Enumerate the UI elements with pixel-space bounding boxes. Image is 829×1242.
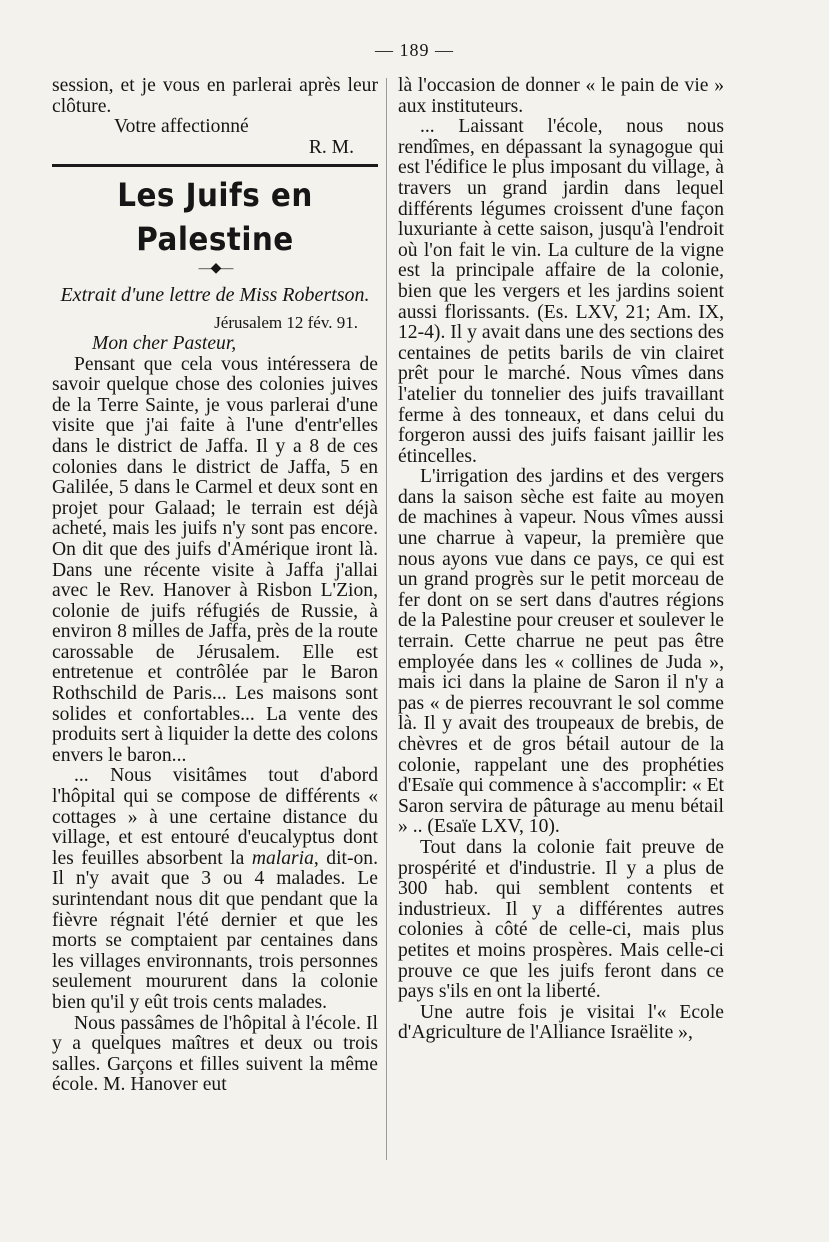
salutation: Mon cher Pasteur, — [92, 332, 237, 354]
letter-signature: R. M. — [308, 136, 354, 158]
section-divider — [52, 164, 378, 167]
text-run: ... Nous visitâmes tout d'abord l'hôpital qui se compose de différents « cottages » à une certaine distance du village, et est entouré d'eucalyptus dont les feuilles absorbent la — [52, 765, 378, 869]
paragraph: Nous passâmes de l'hôpital à l'école. Il y a quelques maîtres et deux ou trois salles. Garçons et filles suivent la même école. M. Hanover eut — [52, 1012, 378, 1096]
column-divider — [386, 78, 387, 1160]
left-column — [52, 76, 378, 1096]
paragraph: ... Laissant l'école, nous nous rendîmes, en dépassant la synagogue qui est l'édifice le plus imposant du village, à travers un grand jardin dans lequel différents légumes croissent d'une façon luxuriante à cette saison, jusqu'à l'endroit où l'on fait le vin. La culture de la vigne est la principale affaire de la colonie, bien que les vergers et les jardins soient aussi florissants. (Es. LXV, 21; Am. IX, 12-4). Il y avait dans une des sections des centaines de petits barils de vin clairet prêt pour le marché. Nous vîmes dans l'atelier du tonnelier des juifs travaillant ferme à des tonneaux, et dans celui du forgeron aussi des juifs faisant jaillir les étincelles. — [398, 116, 724, 467]
page-number: — 189 — — [375, 40, 454, 60]
title-ornament: —◆— — [198, 261, 232, 277]
right-column — [398, 76, 724, 1044]
italic-term: malaria — [251, 847, 314, 869]
article-title: Les Juifs en Palestine — [117, 176, 313, 259]
continued-paragraph: là l'occasion de donner « le pain de vie » aux instituteurs. — [398, 75, 724, 117]
paragraph: Tout dans la colonie fait preuve de prospérité et d'industrie. Il y a plus de 300 hab. qui semblent contents et industrieux. Il y a différentes autres colonies à côté de celle-ci, mais plus petites et moins prospères. Mais celle-ci prouve ce que les juifs feront dans ce pays s'ils en ont la liberté. — [398, 836, 724, 1003]
text-run: , dit-on. Il n'y avait que 3 ou 4 malades. Le surintendant nous dit que pendant que la fièvre régnait l'été dernier et que les morts se comptaient par centaines dans les villages environnants, trois personnes seulement moururent dans la colonie bien qu'il y eût trois cents malades. — [52, 847, 378, 1013]
paragraph: Pensant que cela vous intéressera de savoir quelque chose des colonies juives de la Terre Sainte, je vous parlerai d'une visite que j'ai faite à l'une d'entr'elles dans le district de Jaffa. Il y a 8 de ces colonies dans le district de Jaffa, 5 en Galilée, 5 dans le Carmel et deux sont en projet pour Galaad; le terrain est déjà acheté, mais les juifs n'y sont pas encore. On dit que des juifs d'Amérique iront là. Dans une récente visite à Jaffa j'allai avec le Rev. Hanover à Risbon L'Zion, colonie de juifs réfugiés de Russie, à environ 8 milles de Jaffa, près de la route carossable de Jérusalem. Elle est entretenue et contrôlée par le Baron Rothschild de Paris... Les maisons sont solides et confortables... La vente des produits sert à liquider la dette des colons envers le baron... — [52, 353, 378, 766]
continued-paragraph: session, et je vous en parlerai après leur clôture. — [52, 75, 378, 117]
dateline: Jérusalem 12 fév. 91. — [214, 313, 358, 333]
article-subtitle: Extrait d'une lettre de Miss Robertson. — [60, 284, 370, 307]
paragraph: L'irrigation des jardins et des vergers dans la saison sèche est faite au moyen de machines à vapeur. Nous vîmes aussi une charrue à vapeur, la première que nous ayons vue dans ce pays, ce qui est un grand progrès sur le petit morceau de fer dont on se sert dans d'autres régions de la Palestine pour creuser et soulever le terrain. Cette charrue ne peut pas être employée dans les « collines de Juda », mais ici dans la plaine de Saron il n'y a pas « de pierres recouvrant le sol comme là. Il y avait des troupeaux de brebis, de chèvres et de gros bétail autour de la colonie, rappelant une des prophéties d'Esaïe qui commence à s'accomplir: « Et Saron servira de pâturage au menu bétail » .. (Esaïe LXV, 10). — [398, 466, 724, 838]
paragraph: Une autre fois je visitai l'« Ecole d'Agriculture de l'Alliance Israëlite », — [398, 1001, 724, 1044]
paragraph — [52, 766, 378, 1013]
letter-closing: Votre affectionné — [114, 116, 249, 138]
